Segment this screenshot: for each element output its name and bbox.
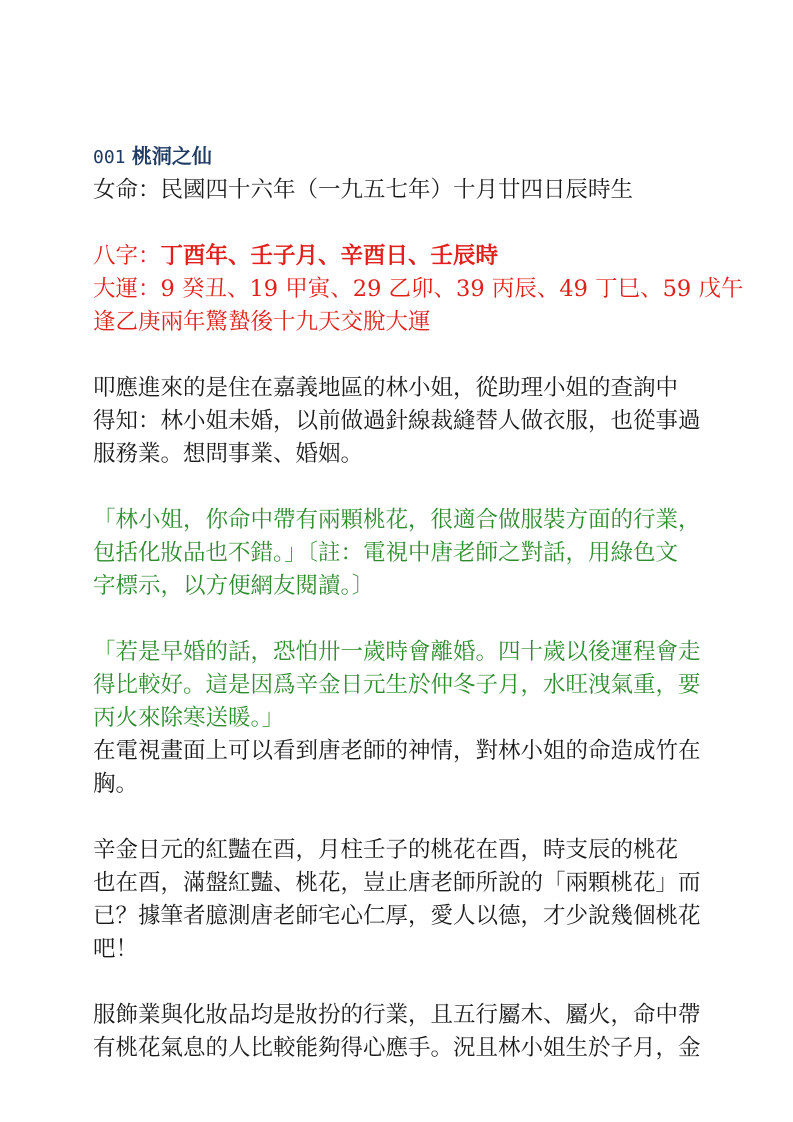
case-number: 001 — [93, 147, 126, 168]
paragraph-line: 叩應進來的是住在嘉義地區的林小姐，從助理小姐的查詢中 — [93, 375, 679, 401]
paragraph-line: 「林小姐，你命中帶有兩顆桃花，很適合做服裝方面的行業， — [93, 507, 701, 533]
dayun-line-1: 大運：9 癸丑、19 甲寅、29 乙卯、39 丙辰、49 丁巳、59 戊午 — [93, 276, 744, 302]
paragraph-line: 有桃花氣息的人比較能夠得心應手。況且林小姐生於子月，金 — [93, 1035, 701, 1061]
paragraph-line: 也在酉，滿盤紅豔、桃花，豈止唐老師所說的「兩顆桃花」而 — [93, 870, 701, 896]
paragraph-4 — [93, 735, 743, 801]
paragraph-3-dialogue — [93, 636, 743, 735]
paragraph-line: 服務業。想問事業、婚姻。 — [93, 441, 364, 467]
paragraph-line: 辛金日元的紅豔在酉，月柱壬子的桃花在酉，時支辰的桃花 — [93, 837, 679, 863]
bazi-label: 八字： — [93, 243, 161, 269]
paragraph-line: 包括化妝品也不錯。」〔註：電視中唐老師之對話，用綠色文 — [93, 540, 679, 566]
dayun-line-2: 逢乙庚兩年驚蟄後十九天交脫大運 — [93, 309, 431, 335]
case-title — [93, 140, 743, 174]
paragraph-line: 在電視畫面上可以看到唐老師的神情，對林小姐的命造成竹在 — [93, 738, 701, 764]
bazi-line — [93, 240, 743, 273]
paragraph-1 — [93, 372, 743, 471]
paragraph-line: 丙火來除寒送暖。」 — [93, 705, 285, 731]
paragraph-line: 吧！ — [93, 936, 139, 962]
document-page — [93, 140, 743, 1065]
paragraph-line: 服飾業與化妝品均是妝扮的行業，且五行屬木、屬火，命中帶 — [93, 1002, 701, 1028]
paragraph-6 — [93, 999, 743, 1065]
case-title-text: 桃洞之仙 — [131, 144, 212, 168]
paragraph-5 — [93, 834, 743, 966]
paragraph-line: 已？據筆者臆測唐老師宅心仁厚，愛人以德，才少說幾個桃花 — [93, 903, 701, 929]
paragraph-line: 字標示，以方便網友閱讀。〕 — [93, 573, 375, 599]
bazi-value: 丁酉年、壬子月、辛酉日、壬辰時 — [160, 243, 499, 269]
birth-info: 女命：民國四十六年（一九五七年）十月廿四日辰時生 — [93, 177, 634, 203]
paragraph-2-dialogue — [93, 504, 743, 603]
paragraph-line: 「若是早婚的話，恐怕卅一歲時會離婚。四十歲以後運程會走 — [93, 639, 701, 665]
paragraph-line: 得知：林小姐未婚，以前做過針線裁縫替人做衣服，也從事過 — [93, 408, 701, 434]
paragraph-line: 胸。 — [93, 771, 139, 797]
paragraph-line: 得比較好。這是因爲辛金日元生於仲冬子月，水旺洩氣重，要 — [93, 672, 701, 698]
